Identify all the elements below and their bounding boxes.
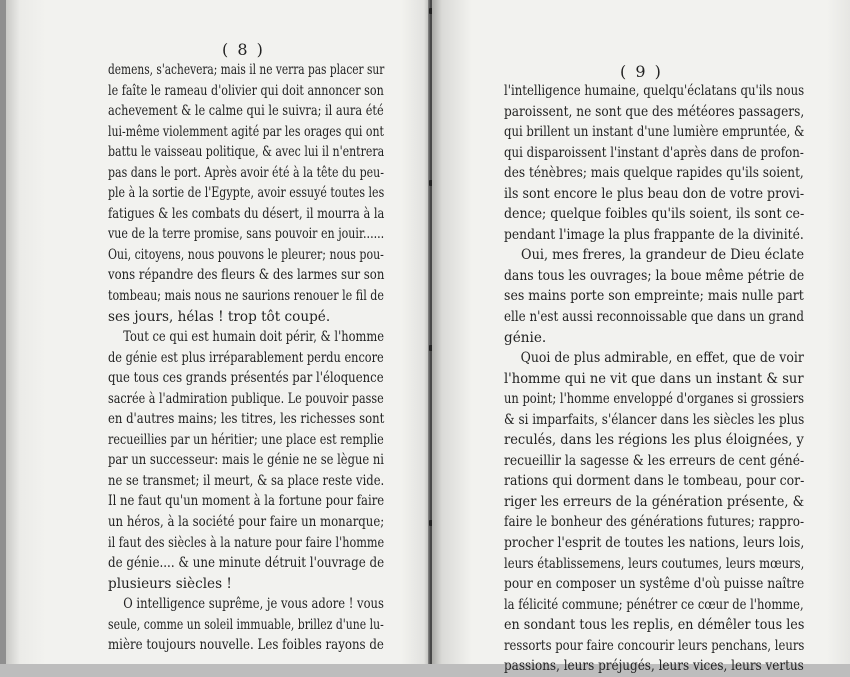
text-line: Tout ce qui est humain doit périr, & l'homme: [123, 329, 385, 346]
text-line: elle n'est aussi reconnoissable que dans un grand: [504, 309, 805, 326]
text-line: recueillies par un héritier; une place est remplie: [108, 431, 384, 448]
text-line: que tous ces grands présentés par l'éloquence: [108, 370, 384, 387]
text-line: de génie.... & une minute détruit l'ouvrage de: [108, 555, 385, 572]
text-line: qui brillent un instant d'une lumière empruntée, &: [504, 124, 805, 141]
text-line: dence; quelque foibles qu'ils soient, ils sont ce-: [504, 206, 805, 223]
text-line: pas dans le port. Après avoir été à la tête du peu-: [108, 164, 384, 181]
text-line: Oui, citoyens, nous pouvons le pleurer; nous pou-: [108, 246, 384, 263]
page-text: [108, 60, 384, 656]
text-line: reculés, dans les régions les plus éloignées, y: [504, 432, 804, 449]
text-line: pour en composer un systême d'où puisse naître: [504, 576, 805, 593]
text-line: ne se transmet; il meurt, & sa place reste vide.: [108, 472, 385, 489]
text-line: battu le vaisseau politique, & avec lui il n'entrera: [108, 144, 385, 161]
text-line: recueillir la sagesse & les erreurs de cent géné-: [504, 452, 805, 469]
text-line: l'homme qui ne vit que dans un instant & sur: [504, 370, 804, 387]
text-line: Oui, mes freres, la grandeur de Dieu éclate: [521, 247, 805, 264]
text-line: sacrée à l'admiration publique. Le pouvoir passe: [108, 390, 384, 407]
text-line: l'intelligence humaine, quelqu'éclatans qu'ils nous: [504, 83, 805, 99]
text-line: paroissent, ne sont que des météores passagers,: [504, 103, 805, 120]
text-line: Il ne faut qu'un moment à la fortune pour faire: [108, 493, 385, 510]
text-line: un point; l'homme enveloppé d'organes si grossiers: [504, 391, 805, 408]
text-line: en sondant tous les replis, en démêler tous les: [504, 617, 805, 634]
text-line: ses mains porte son empreinte; mais nulle part: [504, 288, 804, 305]
text-line: il faut des siècles à la nature pour faire l'homme: [108, 534, 385, 551]
text-line: achevement & le calme qui le suivra; il aura été: [108, 103, 384, 120]
text-line: de génie est plus irréparablement perdu encore: [108, 349, 384, 366]
text-line: qui disparoissent l'instant d'après dans de profon-: [504, 144, 804, 161]
text-line: ils sont encore le plus beau don de votre provi-: [504, 185, 805, 202]
text-line: faire le bonheur des générations futures; rappro-: [504, 514, 805, 531]
text-line: par un successeur: mais le génie ne se lègue ni: [108, 452, 384, 469]
text-line: ses jours, hélas ! trop tôt coupé.: [108, 308, 331, 325]
page-number: ( 8 ): [222, 40, 265, 59]
text-line: des ténèbres; mais quelque rapides qu'ils soient,: [504, 165, 804, 182]
page-text: [504, 81, 804, 677]
text-line: fatigues & les combats du désert, il mourra à la: [108, 205, 385, 222]
page-number: ( 9 ): [620, 62, 663, 81]
text-line: O intelligence suprême, je vous adore ! vous: [123, 596, 384, 613]
right-page: [432, 0, 850, 675]
text-line: leurs établissemens, leurs coutumes, leurs mœurs,: [504, 555, 805, 572]
text-line: le faîte le rameau d'olivier qui doit annoncer son: [108, 82, 384, 99]
text-line: pendant l'image la plus frappante de la divinité.: [504, 226, 804, 243]
text-line: & si imparfaits, s'élancer dans les siècles les plus: [504, 411, 805, 428]
text-line: demens, s'achevera; mais il ne verra pas placer sur: [108, 62, 385, 78]
text-line: ple à la sortie de l'Egypte, avoir essuyé toutes les: [108, 185, 385, 202]
text-line: riger les erreurs de la génération présente, &: [504, 493, 805, 510]
text-line: la félicité commune; pénétrer ce cœur de l'homme,: [504, 596, 804, 613]
text-line: passions, leurs préjugés, leurs vices, leurs vertus: [504, 658, 804, 675]
text-line: génie.: [504, 329, 547, 346]
text-line: plusieurs siècles !: [108, 575, 232, 592]
text-line: lui-même violemment agité par les orages qui ont: [108, 123, 384, 140]
text-line: en d'autres mains; les titres, les richesses sont: [108, 411, 385, 428]
text-line: ressorts pour faire concourir leurs penchans, leurs: [504, 637, 805, 654]
text-line: un héros, à la société pour faire un monarque;: [108, 514, 385, 531]
text-line: seule, comme un soleil immuable, brillez d'une lu-: [108, 616, 384, 633]
text-line: Quoi de plus admirable, en effet, que de voir: [520, 350, 804, 367]
text-line: tombeau; mais nous ne saurions renouer le fil de: [108, 288, 385, 305]
text-line: mière toujours nouvelle. Les foibles rayons de: [108, 637, 384, 654]
text-line: vue de la terre promise, sans pouvoir en jouir......: [108, 226, 385, 243]
text-line: vons répandre des fleurs & des larmes sur son: [108, 267, 385, 284]
text-line: procher l'esprit de toutes les nations, leurs lois,: [504, 535, 805, 552]
text-line: rations qui dorment dans le tombeau, pour cor-: [504, 473, 805, 490]
text-line: dans tous les ouvrages; la boue même pétrie de: [504, 267, 805, 284]
left-page: [6, 0, 430, 664]
